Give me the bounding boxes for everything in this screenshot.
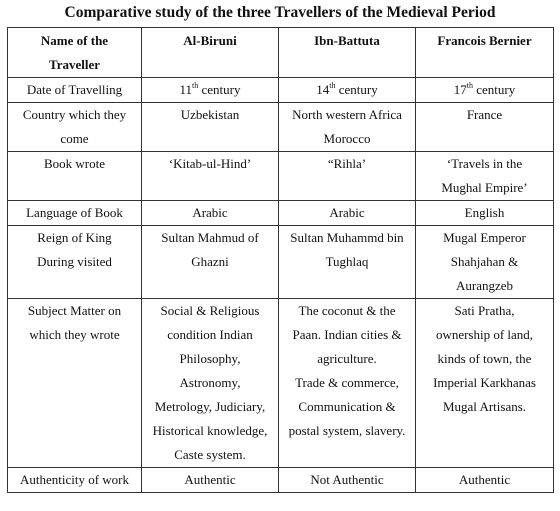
row-authenticity — [8, 468, 554, 493]
cell-francois-bernier: France — [416, 103, 554, 152]
header-francois-bernier: Francois Bernier — [416, 28, 554, 78]
row-label: Language of Book — [8, 201, 142, 226]
cell-francois-bernier: Mugal Emperor Shahjahan & Aurangzeb — [416, 226, 554, 299]
cell-al-biruni: ‘Kitab-ul-Hind’ — [142, 152, 279, 201]
cell-francois-bernier: 17th century — [416, 78, 554, 103]
cell-al-biruni: Uzbekistan — [142, 103, 279, 152]
cell-ibn-battuta: Not Authentic — [279, 468, 416, 493]
cell-ibn-battuta: Arabic — [279, 201, 416, 226]
comparison-table — [7, 27, 554, 493]
cell-ibn-battuta: North western Africa Morocco — [279, 103, 416, 152]
row-subject-matter — [8, 299, 554, 468]
row-label: Book wrote — [8, 152, 142, 201]
row-label: Subject Matter on which they wrote — [8, 299, 142, 468]
cell-ibn-battuta: “Rihla’ — [279, 152, 416, 201]
row-label: Date of Travelling — [8, 78, 142, 103]
cell-ibn-battuta: Sultan Muhammd bin Tughlaq — [279, 226, 416, 299]
cell-ibn-battuta: 14th century — [279, 78, 416, 103]
row-label: Reign of King During visited — [8, 226, 142, 299]
page-title: Comparative study of the three Travellers of the Medieval Period — [64, 4, 496, 21]
header-al-biruni: Al-Biruni — [142, 28, 279, 78]
cell-ibn-battuta: The coconut & the Paan. Indian cities & agriculture. Trade & commerce, Communication & postal system, slavery. — [279, 299, 416, 468]
cell-francois-bernier: English — [416, 201, 554, 226]
cell-al-biruni: Social & Religious condition Indian Philosophy, Astronomy, Metrology, Judiciary, Historical knowledge, Caste system. — [142, 299, 279, 468]
cell-francois-bernier: Authentic — [416, 468, 554, 493]
row-country — [8, 103, 554, 152]
row-date-of-travelling — [8, 78, 554, 103]
row-language — [8, 201, 554, 226]
cell-al-biruni: 11th century — [142, 78, 279, 103]
row-label: Authenticity of work — [8, 468, 142, 493]
row-label: Country which they come — [8, 103, 142, 152]
row-book-wrote — [8, 152, 554, 201]
header-traveller: Name of the Traveller — [8, 28, 142, 78]
cell-al-biruni: Sultan Mahmud of Ghazni — [142, 226, 279, 299]
row-reign-of-king — [8, 226, 554, 299]
cell-francois-bernier: Sati Pratha, ownership of land, kinds of town, the Imperial Karkhanas Mugal Artisans. — [416, 299, 554, 468]
cell-al-biruni: Arabic — [142, 201, 279, 226]
header-ibn-battuta: Ibn-Battuta — [279, 28, 416, 78]
cell-francois-bernier: ‘Travels in the Mughal Empire’ — [416, 152, 554, 201]
header-row — [8, 28, 554, 78]
cell-al-biruni: Authentic — [142, 468, 279, 493]
